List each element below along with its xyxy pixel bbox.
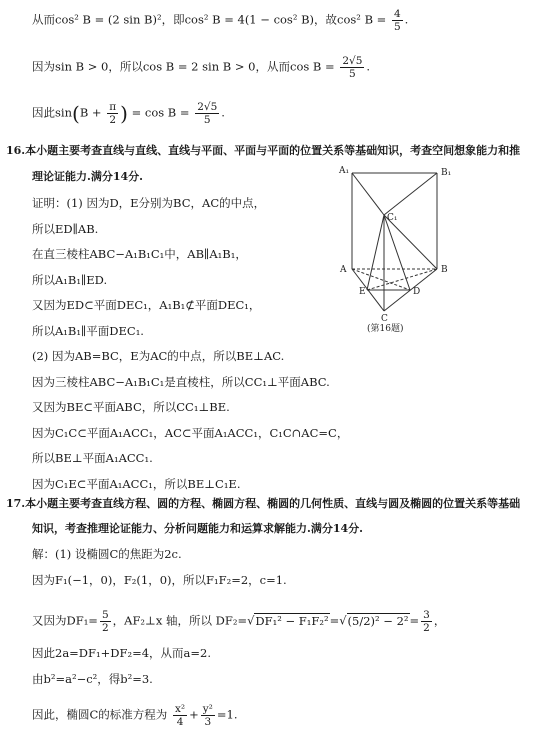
label-C: C	[381, 314, 388, 324]
q16-line: 因为三棱柱ABC−A₁B₁C₁是直棱柱，所以CC₁⊥平面ABC.	[32, 375, 330, 389]
q16-line: 证明：(1) 因为D，E分别为BC，AC的中点，	[32, 196, 266, 210]
q17-heading-2: 知识，考查推理论证能力、分析问题能力和运算求解能力.满分14分.	[32, 522, 363, 535]
denominator: 2	[423, 622, 430, 634]
q17-line-3-b: ，AF₂⊥x 轴，所以 DF₂=	[112, 613, 248, 628]
q16-line: 所以BE⊥平面A₁ACC₁.	[32, 451, 153, 465]
label-A1: A₁	[339, 166, 350, 176]
q16-line: 在直三棱柱ABC−A₁B₁C₁中，AB∥A₁B₁，	[32, 247, 247, 261]
label-C1: C₁	[387, 213, 398, 223]
q16-heading-1: 16.本小题主要考查直线与直线、直线与平面、平面与平面的位置关系等基础知识，考查空间想象能力和推	[6, 144, 521, 157]
denominator: 5	[349, 68, 356, 80]
q17-line-6-a: 因此，椭圆C的标准方程为	[32, 707, 168, 722]
sqrt-content: DF₁² − F₁F₂²	[255, 613, 329, 628]
numerator: 3	[423, 609, 430, 621]
q17-line-3	[32, 609, 445, 634]
q17-line-6-end: =1.	[216, 707, 238, 722]
comma: ，	[433, 613, 446, 628]
top-line-1-text: 从而cos² B = (2 sin B)²，即cos² B = 4(1 − cos² B)，故cos² B =	[32, 12, 387, 27]
q17-line-1: 解：(1) 设椭圆C的焦距为2c.	[32, 547, 182, 561]
numerator: 4	[393, 8, 401, 20]
top-line-2-text: 因为sin B > 0，所以cos B = 2 sin B > 0，从而cos B =	[32, 59, 335, 74]
fraction	[195, 101, 219, 126]
sqrt-sign: √	[247, 613, 255, 628]
denominator: 4	[176, 716, 184, 728]
numerator: x²	[174, 703, 186, 715]
right-paren: )	[120, 101, 128, 126]
top-line-2: 因为sin B > 0，所以cos B = 2 sin B > 0，从而cos B = $\frac{2√5}{5}$ .	[32, 55, 371, 80]
q16-line: 因为C₁C⊂平面A₁ACC₁，AC⊂平面A₁ACC₁，C₁C∩AC=C，	[32, 426, 349, 440]
denominator: 2	[109, 114, 117, 126]
fraction	[392, 8, 403, 33]
q16-line: 所以ED∥AB.	[32, 222, 99, 236]
numerator: 2√5	[342, 55, 363, 67]
q17-line-6	[32, 703, 238, 728]
q16-line: (2) 因为AB=BC，E为AC的中点，所以BE⊥AC.	[32, 349, 285, 363]
label-B: B	[441, 265, 448, 275]
numerator: π	[109, 101, 117, 113]
label-E: E	[359, 287, 366, 297]
q17-line-4: 因此2a=DF₁+DF₂=4，从而a=2.	[32, 646, 211, 660]
q16-line: 所以A₁B₁∥ED.	[32, 273, 108, 287]
q17-line-2: 因为F₁(−1，0)，F₂(1，0)，所以F₁F₂=2，c=1.	[32, 573, 287, 587]
q17-line-3-a: 又因为DF₁=	[32, 613, 98, 628]
fraction	[173, 703, 187, 728]
label-A: A	[340, 265, 347, 275]
fraction	[100, 609, 111, 634]
numerator: 2√5	[197, 101, 218, 113]
label-D: D	[413, 287, 421, 297]
fraction	[107, 101, 118, 126]
top-line-1: 从而cos² B = (2 sin B)²，即cos² B = 4(1 − cos² B)，故cos² B = $\frac{4}{5}$ .	[32, 8, 409, 33]
fraction	[201, 703, 215, 728]
figure-caption: (第16题)	[367, 324, 404, 334]
q17-line-5: 由b²=a²−c²，得b²=3.	[32, 672, 153, 686]
numerator: 5	[101, 609, 109, 621]
q16-line: 因为C₁E⊂平面A₁ACC₁，所以BE⊥C₁E.	[32, 477, 241, 491]
left-paren: (	[72, 101, 80, 126]
top-line-3-prefix: 因此sin	[32, 105, 72, 120]
q16-line: 又因为BE⊂平面ABC，所以CC₁⊥BE.	[32, 400, 230, 414]
sqrt-content: (5/2)² − 2²	[347, 613, 409, 628]
q16-heading-2: 理论证能力.满分14分.	[32, 170, 143, 183]
top-line-3: 因此sin(B + $\frac{\pi}{2}$ ) = cos B = $\frac{2√5}{5}$ .	[32, 101, 225, 126]
paren-content: B +	[79, 105, 102, 120]
denominator: 3	[204, 716, 212, 728]
top-line-3-suffix: = cos B =	[131, 105, 190, 120]
q16-line: 所以A₁B₁∥平面DEC₁.	[32, 324, 144, 338]
q16-line: 又因为ED⊂平面DEC₁，A₁B₁⊄平面DEC₁，	[32, 298, 261, 312]
prism-figure	[337, 165, 467, 335]
q17-heading-1: 17.本小题主要考查直线方程、圆的方程、椭圆方程、椭圆的几何性质、直线与圆及椭圆的位置关系等基础	[6, 497, 521, 510]
sqrt-sign: √	[339, 613, 347, 628]
fraction	[340, 55, 364, 80]
denominator: 2	[101, 622, 109, 634]
numerator: y²	[202, 703, 213, 715]
plus-sign: +	[189, 707, 199, 722]
fraction	[421, 609, 432, 634]
label-B1: B₁	[441, 168, 452, 178]
denominator: 5	[203, 114, 211, 126]
denominator: 5	[393, 21, 401, 33]
equals: =	[409, 613, 420, 628]
equals: =	[329, 613, 340, 628]
